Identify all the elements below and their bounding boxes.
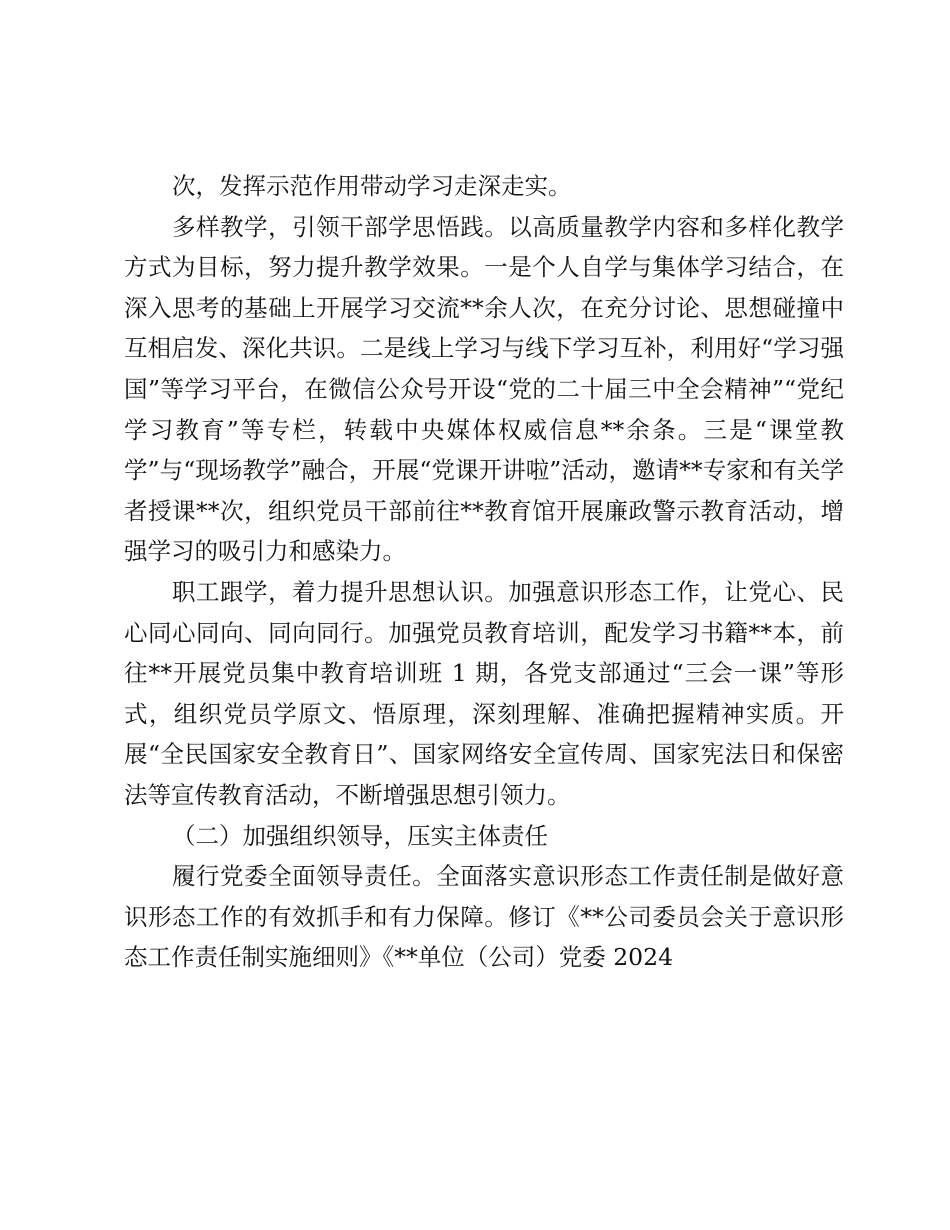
- paragraph-diverse-teaching: 多样教学，引领干部学思悟践。以高质量教学内容和多样化教学方式为目标，努力提升教学效果。一是个人自学与集体学习结合，在深入思考的基础上开展学习交流**余人次，在充分讨论、思想碰撞中互相启发、深化共识。二是线上学习与线下学习互补，利用好“学习强国”等学习平台，在微信公众号开设“党的二十届三中全会精神”“党纪学习教育”等专栏，转载中央媒体权威信息**余条。三是“课堂教学”与“现场教学”融合，开展“党课开讲啦”活动，邀请**专家和有关学者授课**次，组织党员干部前往**教育馆开展廉政警示教育活动，增强学习的吸引力和感染力。: [124, 212, 844, 566]
- paragraph-staff-learning: 职工跟学，着力提升思想认识。加强意识形态工作，让党心、民心同心同向、同向同行。加强党员教育培训，配发学习书籍**本，前往**开展党员集中教育培训班 1 期，各党支部通过“三会一课”等形式，组织党员学原文、悟原理，深刻理解、准确把握精神实质。开展“全民国家安全教育日”、国家网络安全宣传周、国家宪法日和保密法等宣传教育活动，不断增强思想引领力。: [124, 577, 844, 809]
- document-body: [124, 166, 844, 978]
- paragraph-party-leadership: 履行党委全面领导责任。全面落实意识形态工作责任制是做好意识形态工作的有效抓手和有力保障。修订《**公司委员会关于意识形态工作责任制实施细则》《**单位（公司）党委 2024: [124, 862, 844, 972]
- paragraph-continuation: 次，发挥示范作用带动学习走深走实。: [172, 172, 572, 200]
- section-heading-organization: （二）加强组织领导，压实主体责任: [172, 821, 548, 850]
